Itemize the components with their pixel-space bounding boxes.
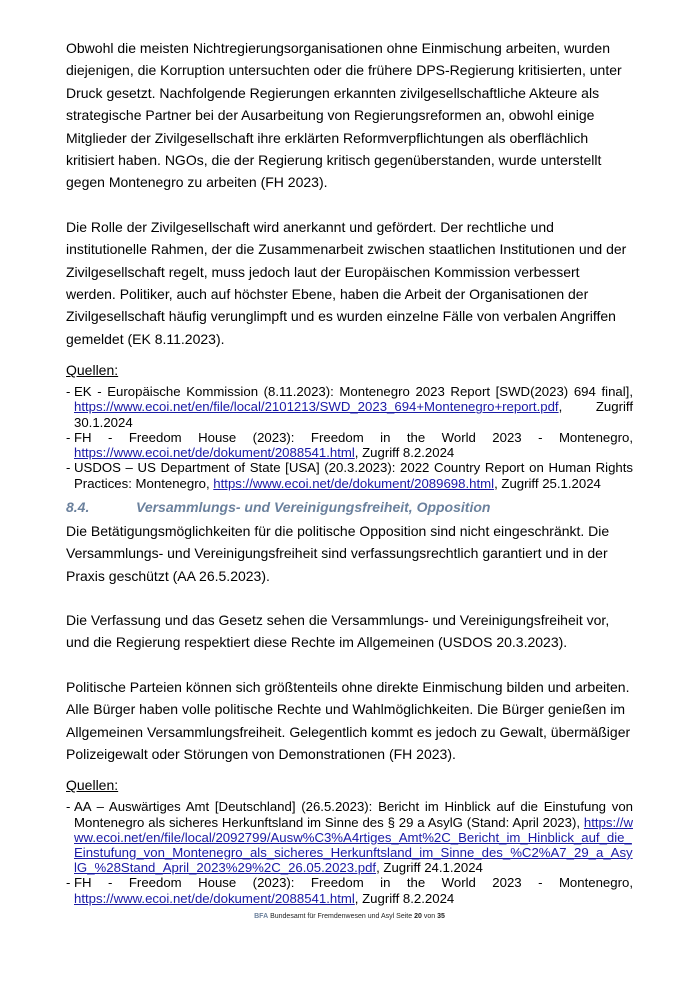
- section-heading: [66, 499, 633, 515]
- paragraph: Obwohl die meisten Nichtregierungsorganisationen ohne Einmischung arbeiten, wurden diejenigen, die Korruption untersuchten oder die frühere DPS-Regierung kritisierten, unter Druck gesetzt. Nachfolgende Regierungen erkannten zivilgesellschaftliche Akteure als strategische Partner bei der Ausarbeitung von Regierungsreformen an, obwohl einige Mitglieder der Zivilgesellschaft ihre erklärten Reformverpflichtungen als oberflächlich kritisiert haben. NGOs, die der Regierung kritisch gegenüberstanden, wurde unterstellt gegen Montenegro zu arbeiten (FH 2023).: [66, 40, 622, 191]
- sources-label: Quellen:: [66, 362, 119, 379]
- paragraph: Politische Parteien können sich größtenteils ohne direkte Einmischung bilden und arbeiten. Alle Bürger haben volle politische Rechte und Wahlmöglichkeiten. Die Bürger genießen im Allgemeinen Versammlungsfreiheit. Gelegentlich kommt es jedoch zu Gewalt, übermäßiger Polizeigewalt oder Störungen von Demonstrationen (FH 2023).: [66, 678, 631, 762]
- footer-page-label: Seite: [396, 912, 413, 920]
- sources-label: Quellen:: [66, 777, 119, 794]
- sources-list: [66, 799, 633, 905]
- page-number: 20: [414, 912, 422, 920]
- bfa-logo-text: BFA: [254, 912, 269, 920]
- source-item: - AA – Auswärtiges Amt [Deutschland] (26.5.2023): Bericht im Hinblick auf die Einstufung von Montenegro als sicheres Herkunftsland im Sinne des § 29 a AsylG (Stand: April 2023), https://www.ecoi.net/en/file/local/2092799/Ausw%C3%A4rtiges_Amt%2C_Bericht_im_Hinblick_auf_die_Einstufung_von_Montenegro_als_sicheres_Herkunftsland_im_Sinne_des_%C2%A7_29_a_AsylG_%28Stand_April_2023%29%2C_26.05.2023.pdf, Zugriff 24.1.2024: [66, 799, 633, 875]
- source-link[interactable]: https://www.ecoi.net/de/dokument/2089698.html: [213, 475, 495, 491]
- source-item: - USDOS – US Department of State [USA] (20.3.2023): 2022 Country Report on Human Rights Practices: Montenegro, https://www.ecoi.net/de/dokument/2089698.html, Zugriff 25.1.2024: [66, 460, 633, 490]
- source-link[interactable]: https://www.ecoi.net/en/file/local/2092799/Ausw%C3%A4rtiges_Amt%2C_Bericht_im_Hinblick_auf_die_Einstufung_von_Montenegro_als_sicheres_Herkunftsland_im_Sinne_des_%C2%A7_29_a_AsylG_%28Stand_April_2023%29%2C_26.05.2023.pdf: [74, 814, 633, 876]
- source-item: - EK - Europäische Kommission (8.11.2023): Montenegro 2023 Report [SWD(2023) 694 final], https://www.ecoi.net/en/file/local/2101213/SWD_2023_694+Montenegro+report.pdf, Zugriff 30.1.2024: [66, 384, 633, 430]
- paragraph: Die Verfassung und das Gesetz sehen die Versammlungs- und Vereinigungsfreiheit vor, und die Regierung respektiert diese Rechte im Allgemeinen (USDOS 20.3.2023).: [66, 611, 610, 651]
- source-link[interactable]: https://www.ecoi.net/de/dokument/2088541.html: [74, 890, 355, 906]
- source-link[interactable]: https://www.ecoi.net/de/dokument/2088541.html: [74, 445, 355, 461]
- page-footer: [66, 912, 633, 921]
- sources-list: [66, 384, 633, 490]
- page-total: 35: [437, 912, 445, 920]
- paragraph: Die Rolle der Zivilgesellschaft wird anerkannt und gefördert. Der rechtliche und institutionelle Rahmen, der die Zusammenarbeit zwischen staatlichen Institutionen und der Zivilgesellschaft regelt, muss jedoch laut der Europäischen Kommission verbessert werden. Politiker, auch auf höchster Ebene, haben die Arbeit der Organisationen der Zivilgesellschaft häufig verunglimpft und es wurden einzelne Fälle von verbalen Angriffen gemeldet (EK 8.11.2023).: [66, 218, 627, 347]
- footer-of-label: von: [423, 912, 436, 920]
- source-item: - FH - Freedom House (2023): Freedom in the World 2023 - Montenegro, https://www.ecoi.net/de/dokument/2088541.html, Zugriff 8.2.2024: [66, 875, 633, 905]
- footer-org: Bundesamt für Fremdenwesen und Asyl: [270, 912, 395, 920]
- section-title: Versammlungs- und Vereinigungsfreiheit, Opposition: [136, 498, 491, 515]
- section-number: 8.4.: [66, 498, 90, 515]
- source-item: - FH - Freedom House (2023): Freedom in the World 2023 - Montenegro, https://www.ecoi.net/de/dokument/2088541.html, Zugriff 8.2.2024: [66, 430, 633, 460]
- source-link[interactable]: https://www.ecoi.net/en/file/local/2101213/SWD_2023_694+Montenegro+report.pdf: [74, 399, 559, 415]
- paragraph: Die Betätigungsmöglichkeiten für die politische Opposition sind nicht eingeschränkt. Die Versammlungs- und Vereinigungsfreiheit sind verfassungsrechtlich garantiert und in der Praxis geschützt (AA 26.5.2023).: [66, 522, 610, 584]
